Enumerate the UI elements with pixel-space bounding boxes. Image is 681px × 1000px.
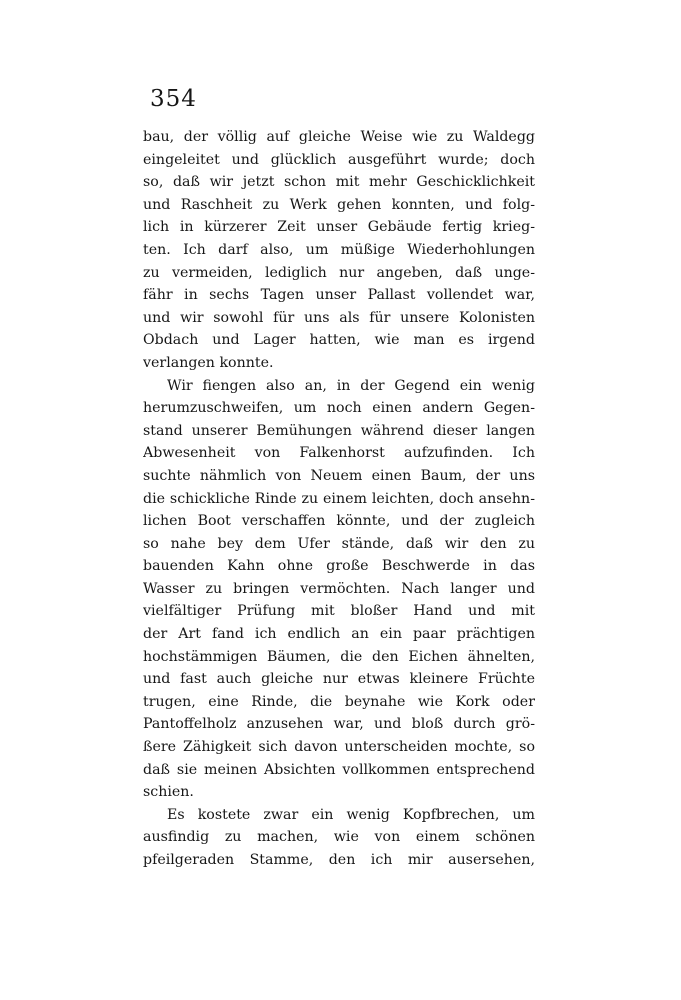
- text-line: suchte nähmlich von Neuem einen Baum, der uns: [143, 467, 535, 484]
- text-line: trugen, eine Rinde, die beynahe wie Kork oder: [143, 693, 535, 710]
- text-line: zu vermeiden, lediglich nur angeben, daß unge-: [143, 264, 535, 281]
- body-text: [143, 126, 535, 872]
- text-line: die schickliche Rinde zu einem leichten, doch ansehn-: [143, 490, 535, 507]
- text-line: lichen Boot verschaffen könnte, und der zugleich: [143, 513, 535, 530]
- text-line: eingeleitet und glücklich ausgeführt wurde; doch: [143, 151, 535, 168]
- text-line: und wir sowohl für uns als für unsere Kolonisten: [143, 309, 535, 326]
- text-line: hochstämmigen Bäumen, die den Eichen ähnelten,: [143, 648, 535, 665]
- text-line: herumzuschweifen, um noch einen andern Gegen-: [143, 400, 535, 417]
- text-line: Es kostete zwar ein wenig Kopfbrechen, um: [167, 806, 535, 823]
- text-line: und fast auch gleiche nur etwas kleinere Früchte: [143, 671, 535, 688]
- text-line: der Art fand ich endlich an ein paar prächtigen: [143, 626, 535, 643]
- text-line: ausfindig zu machen, wie von einem schönen: [143, 829, 535, 846]
- text-line: Wasser zu bringen vermöchten. Nach langer und: [143, 580, 535, 597]
- text-line: und Raschheit zu Werk gehen konnten, und folg-: [143, 196, 535, 213]
- page-number: 354: [150, 86, 197, 112]
- text-line: bau, der völlig auf gleiche Weise wie zu Waldegg: [143, 129, 535, 145]
- text-line: Pantoffelholz anzusehen war, und bloß durch grö-: [143, 716, 535, 733]
- text-line: Abwesenheit von Falkenhorst aufzufinden. Ich: [143, 445, 535, 462]
- text-line: so, daß wir jetzt schon mit mehr Geschicklichkeit: [143, 174, 535, 191]
- text-line: lich in kürzerer Zeit unser Gebäude fertig krieg-: [143, 219, 535, 236]
- text-line: verlangen konnte.: [143, 354, 274, 371]
- text-line: ßere Zähigkeit sich davon unterscheiden mochte, so: [143, 739, 535, 756]
- text-line: ten. Ich darf also, um müßige Wiederhohlungen: [143, 241, 535, 258]
- text-line: so nahe bey dem Ufer stände, daß wir den zu: [143, 535, 535, 552]
- text-line: Obdach und Lager hatten, wie man es irgend: [143, 332, 535, 349]
- text-line: pfeilgeraden Stamme, den ich mir ausersehen,: [143, 852, 535, 868]
- text-line: schien.: [143, 784, 194, 801]
- text-line: daß sie meinen Absichten vollkommen entsprechend: [143, 761, 535, 778]
- text-line: bauenden Kahn ohne große Beschwerde in das: [143, 558, 535, 575]
- text-line: stand unserer Bemühungen während dieser langen: [143, 422, 535, 439]
- text-line: fähr in sechs Tagen unser Pallast vollendet war,: [143, 287, 535, 304]
- text-line: vielfältiger Prüfung mit bloßer Hand und mit: [143, 603, 535, 620]
- text-line: Wir fiengen also an, in der Gegend ein wenig: [167, 377, 535, 394]
